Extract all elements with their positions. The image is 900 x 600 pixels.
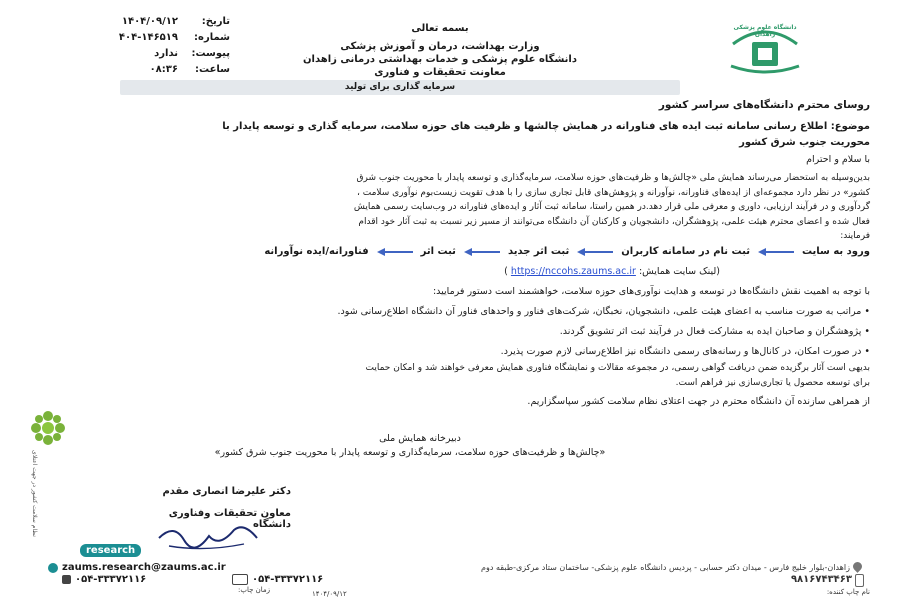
paragraph-line: بدین‌وسیله به استحضار می‌رساند همایش ملی «چالش‌ها و ظرفیت‌های حوزه سلامت، سرمایه‌گذاری و توسعه پایدار با محوریت جنوب شرق	[356, 173, 870, 183]
subject-label: موضوع:	[830, 121, 870, 132]
bismillah: بسمه تعالی	[411, 23, 469, 34]
flow-step: ورود به سایت	[801, 246, 870, 257]
subject-line-2: محوریت جنوب شرق کشور	[739, 137, 870, 148]
secretariat-title: دبیرخانه همایش ملی	[379, 433, 461, 444]
fax-icon	[62, 575, 71, 584]
logo-caption: دانشگاه علوم پزشکی زاهدان	[733, 24, 797, 38]
university-name: دانشگاه علوم پزشکی و خدمات بهداشتی درمانی زاهدان	[303, 54, 577, 65]
handwritten-signature-icon	[149, 518, 269, 554]
importance-line: با توجه به اهمیت نقش دانشگاه‌ها در توسعه و هدایت نوآوری‌های حوزه سلامت، خواهشمند است دستور فرمایید:	[432, 286, 870, 297]
footer-phone	[232, 574, 323, 585]
subject-text: اطلاع رسانی سامانه ثبت ایده های فناورانه در همایش چالشها و ظرفیت های حوزه سلامت، سرمایه گذاری و توسعه پایدار با	[222, 121, 828, 132]
arrow-left-icon	[377, 248, 413, 256]
paragraph-1	[30, 171, 870, 244]
print-date: ۱۴۰۴/۰۹/۱۲	[312, 590, 347, 598]
flow-step: ثبت اثر جدید	[507, 246, 570, 257]
footer-email[interactable]	[48, 562, 226, 573]
meta-value: ۱۴۰۴/۰۹/۱۲	[121, 16, 178, 27]
paragraph-line: برای توسعه محصول یا تجاری‌سازی نیز فراهم است.	[675, 377, 870, 388]
meta-value: ندارد	[154, 48, 178, 59]
meta-attachment	[30, 48, 230, 64]
vertical-side-note	[28, 450, 38, 570]
university-logo	[725, 18, 805, 76]
meta-date	[30, 16, 230, 32]
phone-icon	[232, 574, 248, 585]
paragraph-line: فرمایند:	[840, 231, 870, 241]
bullet-list	[30, 304, 870, 360]
footer-mobile: ۹۸۱۶۷۴۳۴۶۳	[790, 574, 852, 585]
slogan-banner: سرمایه گذاری برای تولید	[120, 80, 680, 95]
meta-value: ۴۰۴-۱۴۶۵۱۹	[118, 32, 178, 43]
seal-emblem	[28, 408, 68, 448]
site-close: )	[504, 266, 508, 277]
subject-line-1	[30, 120, 870, 134]
list-item: • در صورت امکان، در کانال‌ها و رسانه‌های رسمی دانشگاه نیز اطلاع‌رسانی لازم صورت پذیرد.	[500, 346, 870, 357]
location-icon	[851, 560, 864, 573]
side-note-text: نظام سلامت کشور در جهت اعتلای	[31, 450, 38, 537]
arrow-left-icon	[464, 248, 500, 256]
phone-number: ۰۵۴-۳۳۳۷۲۱۱۶	[252, 574, 324, 585]
site-link-line	[504, 264, 720, 279]
ministry-name: وزارت بهداشت، درمان و آموزش پزشکی	[340, 41, 540, 52]
paragraph-line: بدیهی است آثار برگزیده ضمن دریافت گواهی رسمی، در مجموعه مقالات و نمایشگاه فناوری همایش معرفی خواهند شد و امکان حمایت	[365, 363, 870, 373]
letter-meta	[30, 16, 230, 80]
secretariat-name: «چالش‌ها و ظرفیت‌های حوزه سلامت، سرمایه‌گذاری و توسعه پایدار با محوریت جنوب شرق کشور»	[214, 447, 606, 458]
paragraph-line: گردآوری و در فرآیند ارزیابی، داوری و معرفی ملی قرار دهد.در همین راستا، سامانه ثبت آثار و ایده‌های فناورانه در وب‌سایت رسمی همایش	[353, 202, 870, 212]
site-label: (لینک سایت همایش:	[638, 266, 720, 277]
meta-label: شماره:	[194, 32, 230, 43]
meta-label: پیوست:	[191, 48, 230, 59]
email-address: zaums.research@zaums.ac.ir	[62, 562, 226, 573]
flow-step: ثبت نام در سامانه کاربران	[621, 246, 750, 257]
recipient: روسای محترم دانشگاه‌های سراسر کشور	[658, 99, 870, 111]
meta-value: ۰۸:۳۶	[149, 64, 178, 75]
paragraph-line: فعال شده و اعضای محترم هیئت علمی، پژوهشگران، دانشجویان و کارکنان آن دانشگاه می‌توانند از مسیر زیر نسبت به ثبت آثار خود اقدام	[358, 216, 870, 227]
email-icon	[48, 563, 58, 573]
research-badge: research	[80, 544, 141, 557]
footer-address: زاهدان-بلوار خلیج فارس - میدان دکتر حسابی - پردیس دانشگاه علوم پزشکی- ساختمان ستاد مرکزی-طبقه دوم	[481, 563, 850, 572]
deputy-name: معاونت تحقیقات و فناوری	[374, 67, 506, 78]
meta-label: تاریخ:	[201, 16, 230, 27]
print-time-label: زمان چاپ:	[238, 586, 271, 594]
fax-number: ۰۵۴-۳۳۳۷۲۱۱۶	[75, 574, 147, 585]
print-by-label: نام چاپ کننده:	[826, 588, 870, 596]
paragraph-2	[30, 361, 870, 390]
site-url-link[interactable]: https://nccohs.zaums.ac.ir	[510, 266, 636, 277]
closing-line: از همراهی سازنده آن دانشگاه محترم در جهت اعتلای نظام سلامت کشور سپاسگزاریم.	[527, 396, 870, 407]
greeting: با سلام و احترام	[806, 154, 870, 165]
registration-flow	[264, 246, 870, 257]
meta-number	[30, 32, 230, 48]
footer-fax	[62, 574, 146, 585]
list-item: • پژوهشگران و صاحبان ایده به مشارکت فعال در فرآیند ثبت اثر تشویق گردند.	[559, 326, 870, 337]
paragraph-line: کشور» در نظر دارد مجموعه‌ای از ایده‌های فناورانه، نوآورانه و پژوهش‌های قابل تجاری سازی را با هدف تقویت زیست‌بوم نوآوری سلامت ،	[356, 187, 870, 198]
meta-label: ساعت:	[194, 64, 230, 75]
signature-block	[135, 480, 295, 560]
arrow-left-icon	[577, 248, 613, 256]
arrow-left-icon	[758, 248, 794, 256]
signatory-name: دکتر علیرضا انصاری مقدم	[162, 486, 291, 497]
flow-step: ثبت اثر	[420, 246, 456, 257]
meta-time	[30, 64, 230, 80]
flower-seal-icon	[28, 408, 68, 448]
signatory-title: معاون تحقیقات وفناوری دانشگاه	[168, 508, 291, 530]
list-item: • مراتب به صورت مناسب به اعضای هیئت علمی، دانشجویان، نخبگان، شرکت‌های فناور و واحدهای فناور آن دانشگاه اطلاع‌رسانی شود.	[337, 306, 870, 317]
flow-step: فناورانه/ایده نوآورانه	[264, 246, 369, 257]
mobile-icon	[855, 574, 864, 587]
